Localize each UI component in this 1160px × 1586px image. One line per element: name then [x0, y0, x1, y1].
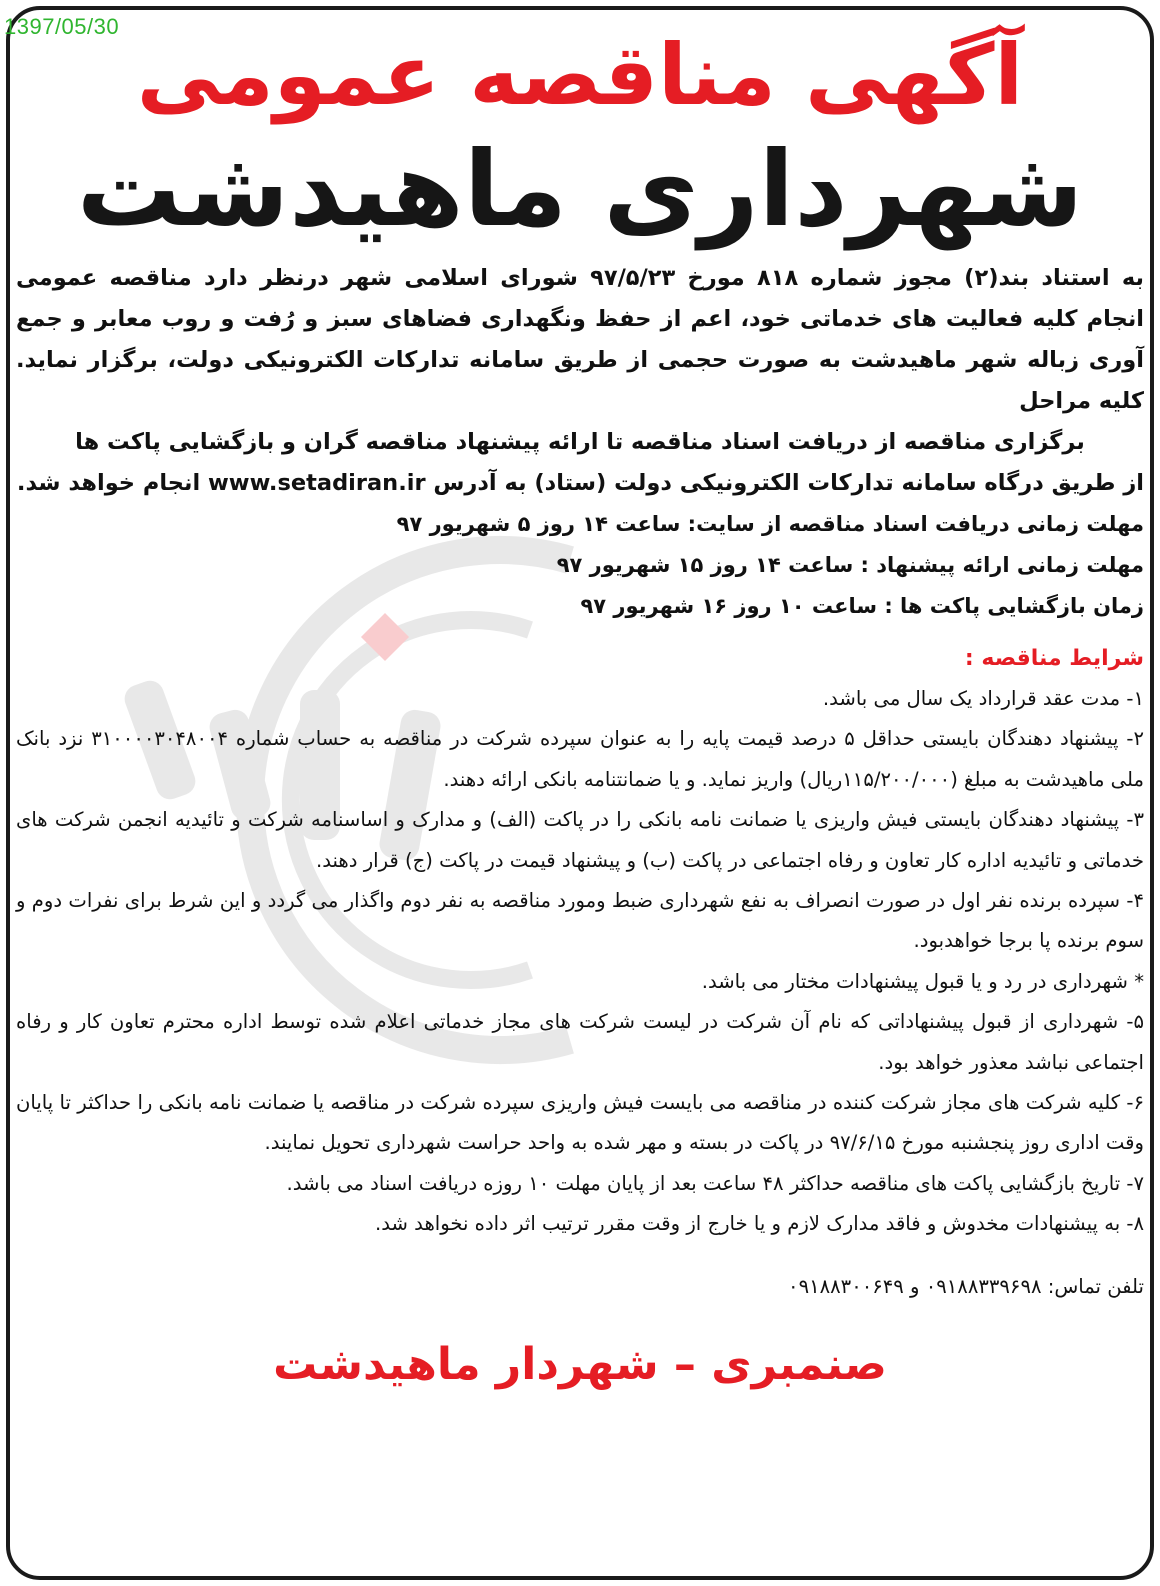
contact-phone: تلفن تماس: ۰۹۱۸۸۳۳۹۶۹۸ و ۰۹۱۸۸۳۰۰۶۴۹ — [788, 1274, 1144, 1298]
headline: آگهی مناقصه عمومی — [136, 26, 1024, 124]
signature: صنمبری – شهردار ماهیدشت — [273, 1338, 887, 1390]
condition-6: ۶- کلیه شرکت های مجاز شرکت کننده در مناقصه می بایست فیش واریزی سپرده شرکت در مناقصه یا ضمانت نامه بانکی را حداکثر تا پایان وقت اداری روز پنجشنبه مورخ ۹۷/۶/۱۵ در پاکت در بسته و مهر شده به واحد حراست شهرداری تحویل نمایند. — [16, 1091, 1144, 1155]
conditions-list — [16, 679, 1144, 1245]
deadline-receive-documents: مهلت زمانی دریافت اسناد مناقصه از سایت: ساعت ۱۴ روز ۵ شهریور ۹۷ — [396, 512, 1144, 536]
condition-1: ۱- مدت عقد قرارداد یک سال می باشد. — [822, 687, 1144, 710]
condition-7: ۷- تاریخ بازگشایی پاکت های مناقصه حداکثر ۴۸ ساعت بعد از پایان مهلت ۱۰ روزه دریافت اسناد می باشد. — [286, 1171, 1144, 1195]
conditions-title: شرایط مناقصه : — [964, 646, 1144, 671]
intro-paragraph-2: برگزاری مناقصه از دریافت اسناد مناقصه تا ارائه پیشنهاد مناقصه گران و بازگشایی پاکت ها — [75, 429, 1085, 455]
condition-4: ۴- سپرده برنده نفر اول در صورت انصراف به نفع شهرداری ضبط ومورد مناقصه به نفر دوم واگذار می گردد و این شرط برای نفرات دوم و سوم برنده پا برجا خواهدبود. — [16, 889, 1144, 953]
notice-content — [16, 16, 1144, 1570]
intro-paragraph-3: از طریق درگاه سامانه تدارکات الکترونیکی دولت (ستاد) به آدرس www.setadiran.ir انجام خواهد شد. — [16, 470, 1144, 496]
condition-note: * شهرداری در رد و یا قبول پیشنهادات مختار می باشد. — [701, 969, 1144, 993]
condition-3: ۳- پیشنهاد دهندگان بایستی فیش واریزی یا ضمانت نامه بانکی را در پاکت (الف) و مدارک و اساسنامه شرکت و تائیدیه انجمن شرکت های خدماتی و تائیدیه اداره کار تعاون و رفاه اجتماعی در پاکت (ب) و پیشنهاد قیمت در پاکت (ج) قرار دهند. — [16, 808, 1144, 872]
condition-5: ۵- شهرداری از قبول پیشنهاداتی که نام آن شرکت در لیست شرکت های مجاز خدماتی اعلام شده توسط اداره محترم تعاون کار و رفاه اجتماعی نباشد معذور خواهد بود. — [16, 1010, 1144, 1074]
deadline-opening: زمان بازگشایی پاکت ها : ساعت ۱۰ روز ۱۶ شهریور ۹۷ — [580, 594, 1144, 618]
intro-text — [16, 258, 1144, 504]
deadlines — [16, 504, 1144, 627]
deadline-submit-proposal: مهلت زمانی ارائه پیشنهاد : ساعت ۱۴ روز ۱۵ شهریور ۹۷ — [556, 553, 1144, 577]
condition-8: ۸- به پیشنهادات مخدوش و فاقد مدارک لازم و یا خارج از وقت مقرر ترتیب اثر داده نخواهد شد. — [375, 1212, 1144, 1236]
condition-2: ۲- پیشنهاد دهندگان بایستی حداقل ۵ درصد قیمت پایه را به عنوان سپرده شرکت در مناقصه به حساب شماره ۳۱۰۰۰۰۳۰۴۸۰۰۴ نزد بانک ملی ماهیدشت به مبلغ (۱۱۵/۲۰۰/۰۰۰ریال) واریز نماید. و یا ضمانتنامه بانکی ارائه دهند. — [16, 727, 1144, 791]
organization-title: شهرداری ماهیدشت — [76, 128, 1084, 250]
intro-paragraph-1: به استناد بند(۲) مجوز شماره ۸۱۸ مورخ ۹۷/۵/۲۳ شورای اسلامی شهر درنظر دارد مناقصه عمومی انجام کلیه فعالیت های خدماتی خود، اعم از حفظ ونگهداری فضاهای سبز و رُفت و روب معابر و جمع آوری زباله شهر ماهیدشت به صورت حجمی از طریق سامانه تدارکات الکترونیکی دولت، برگزار نماید. کلیه مراحل — [16, 265, 1144, 414]
date-stamp: 1397/05/30 — [4, 14, 120, 39]
